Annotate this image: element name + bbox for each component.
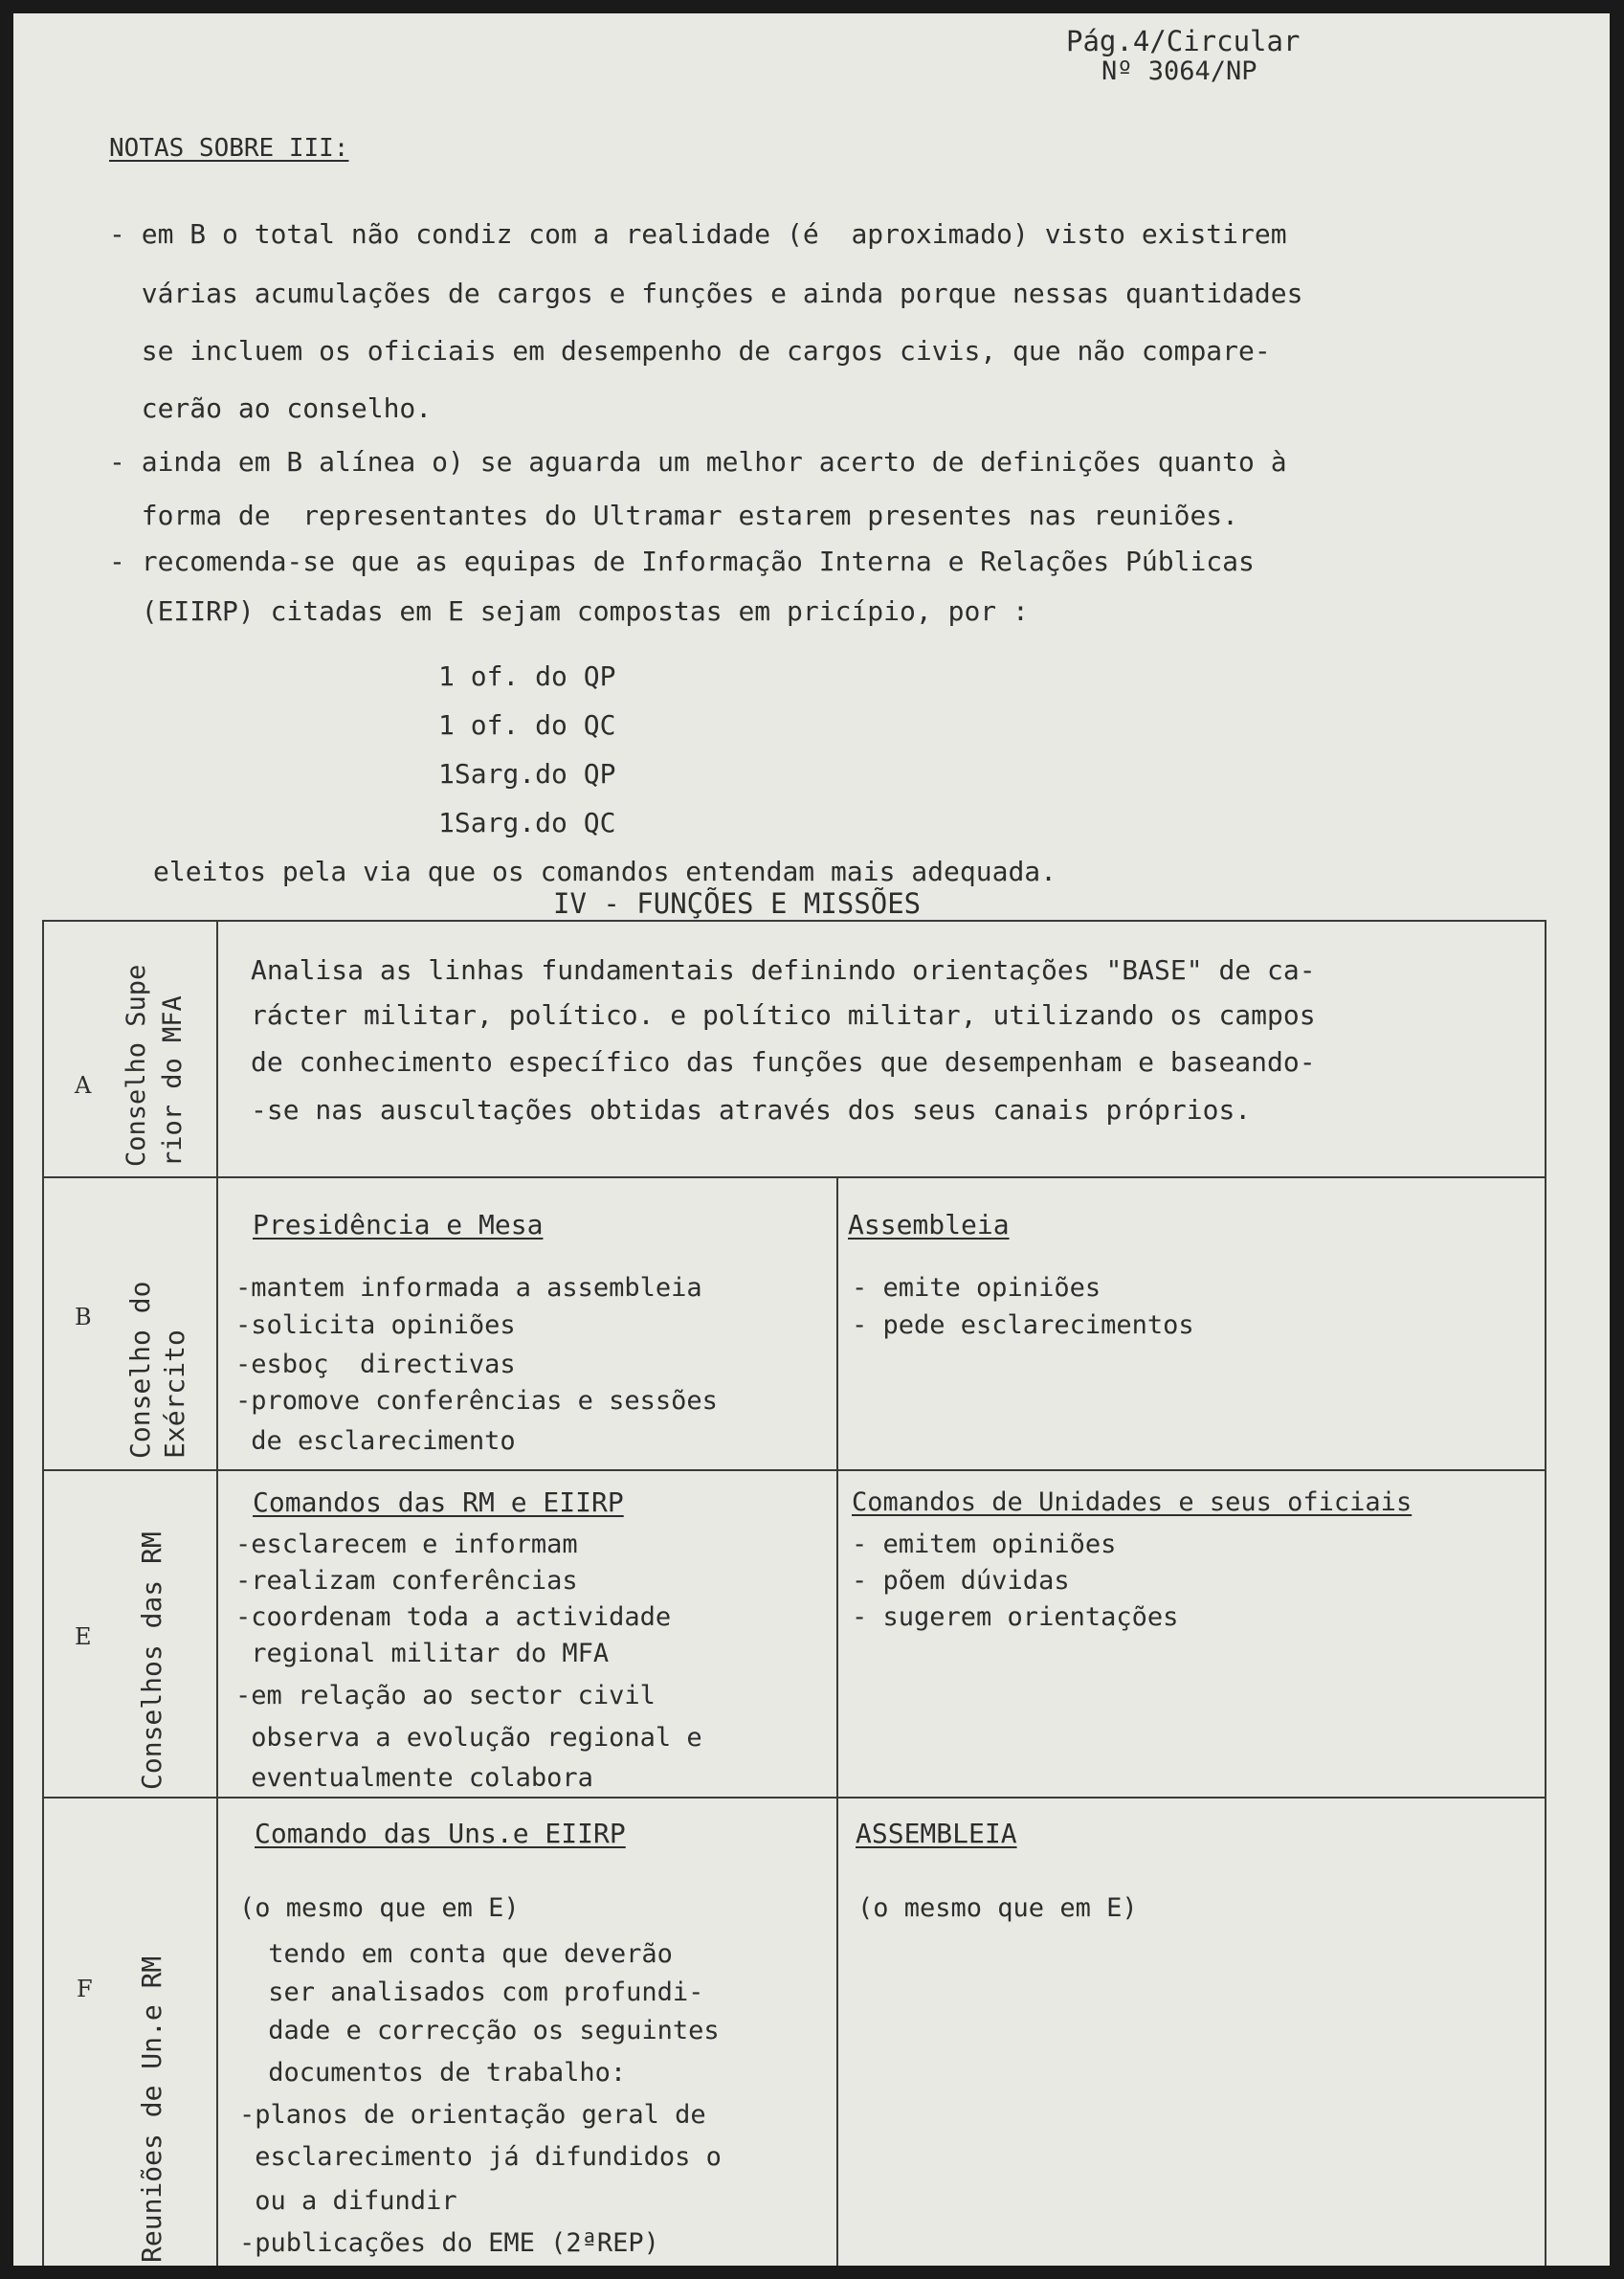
f-left-line: dade e correcção os seguintes xyxy=(253,2016,720,2045)
b-left-line: -mantem informada a assembleia xyxy=(235,1273,702,1303)
note-line: forma de representantes do Ultramar estarem presentes nas reuniões. xyxy=(109,500,1239,531)
row-label: Conselho Supe xyxy=(122,964,151,1167)
b-left-line: -esboç directivas xyxy=(235,1350,516,1379)
f-left-line: -publicações do EME (2ªREP) xyxy=(239,2228,659,2258)
closing-line: eleitos pela via que os comandos entendam mais adequada. xyxy=(153,856,1057,887)
row-letter: B xyxy=(75,1304,92,1330)
section-title: IV - FUNÇÕES E MISSÕES xyxy=(553,887,922,920)
e-left-line: regional militar do MFA xyxy=(235,1639,610,1668)
b-left-line: -solicita opiniões xyxy=(235,1310,516,1340)
e-left-line: -coordenam toda a actividade xyxy=(235,1602,672,1632)
f-left-line: documentos de trabalho: xyxy=(253,2058,627,2088)
e-right-heading: Comandos de Unidades e seus oficiais xyxy=(852,1487,1413,1517)
note-line: cerão ao conselho. xyxy=(109,392,433,424)
row-a-text-line: rácter militar, político. e político militar, utilizando os campos xyxy=(251,999,1316,1031)
composition-item: 1Sarg.do QP xyxy=(438,758,616,790)
f-left-line: -planos de orientação geral de xyxy=(239,2100,706,2130)
row-letter: A xyxy=(75,1072,92,1099)
e-left-line: -em relação ao sector civil xyxy=(235,1681,656,1710)
composition-item: 1 of. do QP xyxy=(438,660,616,692)
b-right-heading: Assembleia xyxy=(848,1209,1010,1240)
circular-number: Nº 3064/NP xyxy=(1101,56,1257,86)
row-label: rior do MFA xyxy=(158,995,188,1167)
f-left-heading: Comando das Uns.e EIIRP xyxy=(255,1818,626,1849)
f-left-line: ou a difundir xyxy=(239,2186,457,2216)
row-label: Exército xyxy=(159,1329,190,1459)
e-left-heading: Comandos das RM e EIIRP xyxy=(253,1486,624,1518)
notes-title: NOTAS SOBRE III: xyxy=(109,134,349,163)
b-right-line: - pede esclarecimentos xyxy=(852,1310,1194,1340)
row-letter: F xyxy=(77,1976,93,2002)
composition-item: 1 of. do QC xyxy=(438,709,616,741)
b-left-line: -promove conferências e sessões xyxy=(235,1386,718,1416)
row-label: Reuniões de Un.e RM xyxy=(136,1955,167,2263)
e-left-line: eventualmente colabora xyxy=(235,1763,593,1793)
note-line: - recomenda-se que as equipas de Informação Interna e Relações Públicas xyxy=(109,546,1255,577)
note-line: várias acumulações de cargos e funções e ainda porque nessas quantidades xyxy=(109,278,1303,309)
f-right-heading: ASSEMBLEIA xyxy=(856,1818,1017,1849)
row-a-text-line: de conhecimento específico das funções que desempenham e baseando- xyxy=(251,1046,1316,1078)
e-right-line: - sugerem orientações xyxy=(852,1602,1179,1632)
note-line: (EIIRP) citadas em E sejam compostas em pricípio, por : xyxy=(109,595,1029,627)
page-reference: Pág.4/Circular xyxy=(1066,25,1301,57)
note-line: - em B o total não condiz com a realidade (é aproximado) visto existirem xyxy=(109,218,1287,250)
f-right-line: (o mesmo que em E) xyxy=(857,1893,1138,1923)
document-page xyxy=(13,13,1610,2266)
composition-item: 1Sarg.do QC xyxy=(438,807,616,838)
e-left-line: observa a evolução regional e xyxy=(235,1723,702,1753)
row-a-text-line: Analisa as linhas fundamentais definindo orientações "BASE" de ca- xyxy=(251,954,1316,986)
b-left-line: de esclarecimento xyxy=(235,1426,516,1456)
b-right-line: - emite opiniões xyxy=(852,1273,1101,1303)
e-left-line: -realizam conferências xyxy=(235,1566,578,1596)
row-label: Conselhos das RM xyxy=(136,1531,167,1790)
note-line: - ainda em B alínea o) se aguarda um melhor acerto de definições quanto à xyxy=(109,446,1287,478)
row-label: Conselho do xyxy=(124,1281,156,1459)
note-line: se incluem os oficiais em desempenho de cargos civis, que não compare- xyxy=(109,335,1271,367)
f-left-line: (o mesmo que em E) xyxy=(239,1893,520,1923)
row-a-text-line: -se nas auscultações obtidas através dos seus canais próprios. xyxy=(251,1094,1252,1126)
e-right-line: - põem dúvidas xyxy=(852,1566,1070,1596)
f-left-line: esclarecimento já difundidos o xyxy=(239,2142,722,2172)
row-letter: E xyxy=(75,1623,92,1650)
f-left-line: tendo em conta que deverão xyxy=(253,1939,673,1969)
f-left-line: ser analisados com profundi- xyxy=(253,1977,704,2007)
e-right-line: - emitem opiniões xyxy=(852,1530,1117,1559)
b-left-heading: Presidência e Mesa xyxy=(253,1209,544,1240)
e-left-line: -esclarecem e informam xyxy=(235,1530,578,1559)
